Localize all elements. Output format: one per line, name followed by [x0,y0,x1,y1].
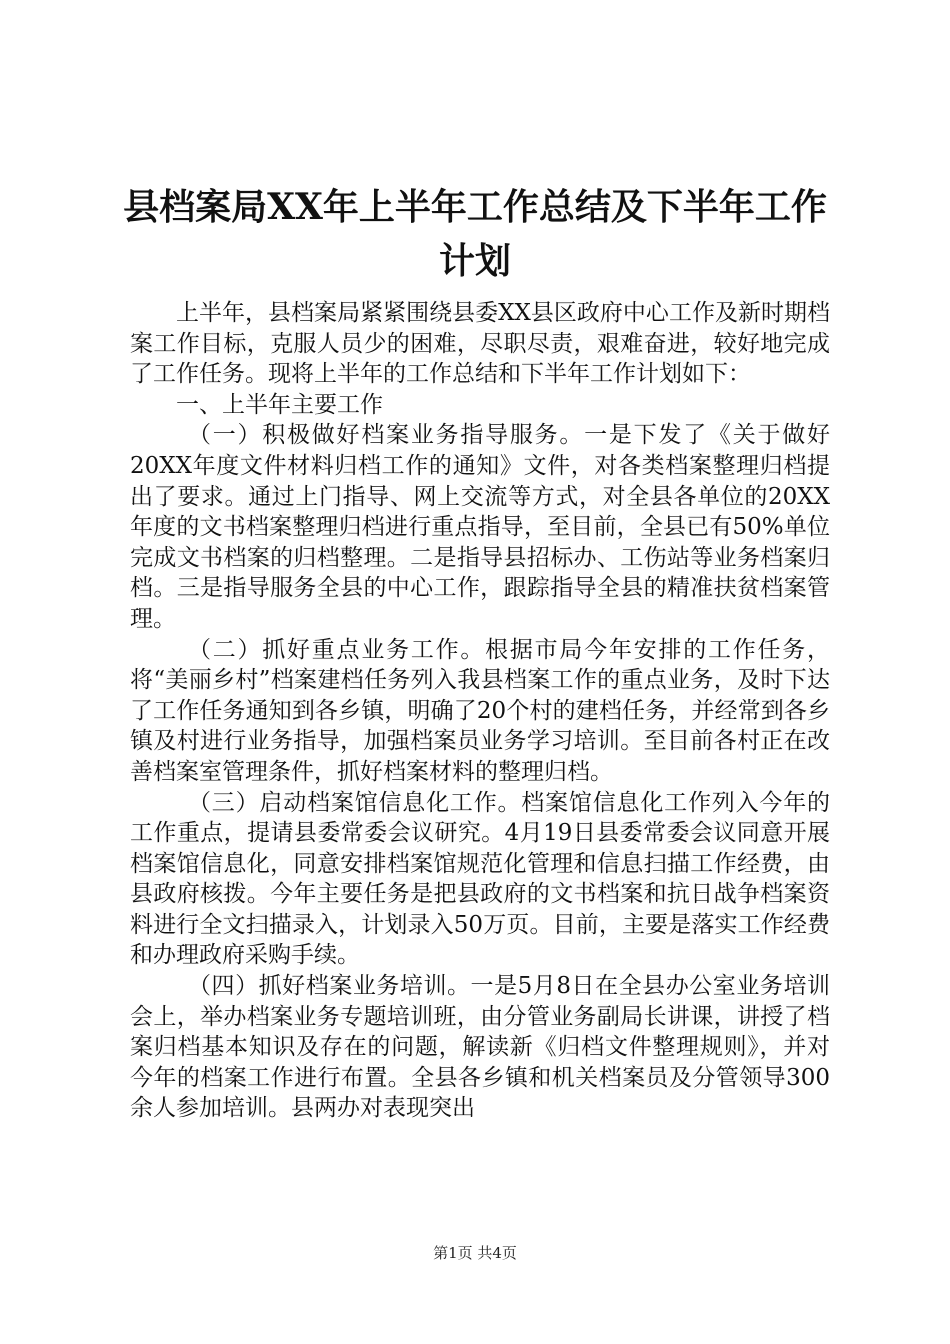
paragraph-item-1: （一）积极做好档案业务指导服务。一是下发了《关于做好20XX年度文件材料归档工作的通知》文件，对各类档案整理归档提出了要求。通过上门指导、网上交流等方式，对全县各单位的20XX年度的文书档案整理归档进行重点指导，至目前，全县已有50%单位完成文书档案的归档整理。二是指导县招标办、工伤站等业务档案归档。三是指导服务全县的中心工作，跟踪指导全县的精准扶贫档案管理。 [130,422,830,632]
paragraph-item-3: （三）启动档案馆信息化工作。档案馆信息化工作列入今年的工作重点，提请县委常委会议研究。4月19日县委常委会议同意开展档案馆信息化，同意安排档案馆规范化管理和信息扫描工作经费，由县政府核拨。今年主要任务是把县政府的文书档案和抗日战争档案资料进行全文扫描录入，计划录入50万页。目前，主要是落实工作经费和办理政府采购手续。 [130,789,830,969]
paragraph-intro: 上半年，县档案局紧紧围绕县委XX县区政府中心工作及新时期档案工作目标，克服人员少的困难，尽职尽责，艰难奋进，较好地完成了工作任务。现将上半年的工作总结和下半年工作计划如下： [130,300,830,388]
paragraph-item-4: （四）抓好档案业务培训。一是5月8日在全县办公室业务培训会上，举办档案业务专题培训班，由分管业务副局长讲课，讲授了档案归档基本知识及存在的问题，解读新《归档文件整理规则》，并对今年的档案工作进行布置。全县各乡镇和机关档案员及分管领导300余人参加培训。县两办对表现突出 [130,973,830,1122]
page-footer: 第1页 共4页 [433,1244,517,1262]
document-title [120,180,830,288]
section-heading-1: 一、上半年主要工作 [176,391,383,418]
title-line-1: 县档案局XX年上半年工作总结及下半年工作 [123,186,827,228]
title-line-2: 计划 [438,240,511,282]
document-body [130,298,830,1124]
paragraph-item-2: （二）抓好重点业务工作。根据市局今年安排的工作任务，将“美丽乡村”档案建档任务列入我县档案工作的重点业务，及时下达了工作任务通知到各乡镇，明确了20个村的建档任务，并经常到各乡镇及村进行业务指导，加强档案员业务学习培训。至目前各村正在改善档案室管理条件，抓好档案材料的整理归档。 [130,636,830,785]
